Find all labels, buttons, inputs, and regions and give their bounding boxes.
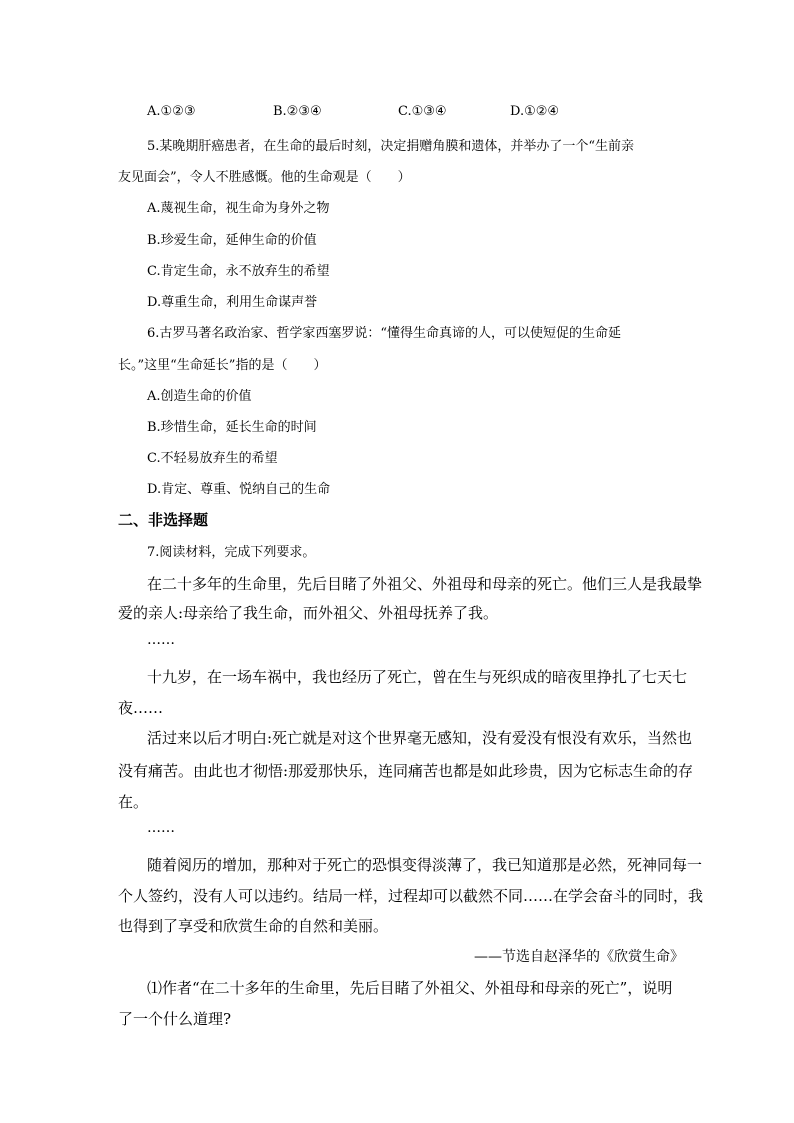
sub-question-1-line1: ⑴作者“在二十多年的生命里，先后目睹了外祖父、外祖母和母亲的死亡”，说明 <box>147 979 673 997</box>
q5-option-c: C.肯定生命，永不放弃生的希望 <box>147 264 330 279</box>
q6-stem-line2: 长。”这里“生命延长”指的是（ ） <box>118 358 327 373</box>
passage-line: 随着阅历的增加，那种对于死亡的恐惧变得淡薄了，我已知道那是必然，死神同每一 <box>147 856 703 874</box>
passage-line: 没有痛苦。由此也才彻悟:那爱那快乐，连同痛苦也都是如此珍贵，因为它标志生命的存 <box>118 762 694 780</box>
q5-option-a: A.蔑视生命，视生命为身外之物 <box>147 201 330 216</box>
passage-line: 在二十多年的生命里，先后目睹了外祖父、外祖母和母亲的死亡。他们三人是我最挚 <box>147 575 703 593</box>
passage-line: 十九岁，在一场车祸中，我也经历了死亡，曾在生与死织成的暗夜里挣扎了七天七 <box>147 668 688 686</box>
q5-option-b: B.珍爱生命，延伸生命的价值 <box>147 233 317 248</box>
q7-intro: 7.阅读材料，完成下列要求。 <box>147 545 316 560</box>
option-d: D.①②④ <box>510 104 560 119</box>
passage-line: 在。 <box>118 793 149 811</box>
q5-stem-line2: 友见面会”，令人不胜感慨。他的生命观是（ ） <box>118 170 411 185</box>
q6-stem-line1: 6.古罗马著名政治家、哲学家西塞罗说：“懂得生命真谛的人，可以使短促的生命延 <box>147 326 622 341</box>
q6-option-c: C.不轻易放弃生的希望 <box>147 451 278 466</box>
option-c: C.①③④ <box>398 104 447 119</box>
passage-line: 夜…… <box>118 699 164 717</box>
passage-line: 个人签约，没有人可以违约。结局一样，过程却可以截然不同……在学会奋斗的同时，我 <box>118 887 704 905</box>
q5-stem-line1: 5.某晚期肝癌患者，在生命的最后时刻，决定捐赠角膜和遗体，并举办了一个“生前亲 <box>147 139 635 154</box>
passage-ellipsis: …… <box>147 632 175 648</box>
option-b: B.②③④ <box>273 104 322 119</box>
passage-source: ——节选自赵泽华的《欣赏生命》 <box>474 949 684 965</box>
option-a: A.①②③ <box>147 104 196 119</box>
passage-ellipsis: …… <box>147 820 175 836</box>
sub-question-1-line2: 了一个什么道理? <box>118 1010 232 1028</box>
passage-line: 爱的亲人:母亲给了我生命，而外祖父、外祖母抚养了我。 <box>118 604 499 622</box>
section-title: 二、非选择题 <box>118 511 209 529</box>
passage-line: 活过来以后才明白:死亡就是对这个世界毫无感知，没有爱没有恨没有欢乐，当然也 <box>147 729 693 747</box>
q6-option-a: A.创造生命的价值 <box>147 389 252 404</box>
q6-option-d: D.肯定、尊重、悦纳自己的生命 <box>147 482 331 497</box>
passage-line: 也得到了享受和欣赏生命的自然和美丽。 <box>118 917 389 935</box>
q6-option-b: B.珍惜生命，延长生命的时间 <box>147 420 317 435</box>
q5-option-d: D.尊重生命，利用生命谋声誉 <box>147 295 318 310</box>
